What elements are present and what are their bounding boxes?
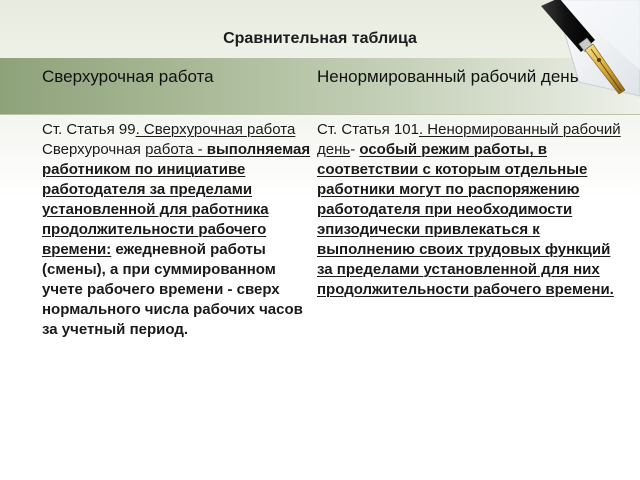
text-segment: Сверхурочная	[42, 141, 146, 158]
page-title: Сравнительная таблица	[223, 30, 417, 47]
article-99-link[interactable]: . Сверхурочная работа	[135, 121, 296, 138]
term-link[interactable]: работа -	[145, 141, 207, 158]
text-segment: Ст. Статья 99	[42, 121, 136, 138]
column-header-overtime: Сверхурочная работа	[42, 67, 214, 86]
column-header-irregular-day: Ненормированный рабочий день	[317, 67, 579, 86]
text-segment: Ст. Статья 101	[317, 121, 419, 138]
definition-link[interactable]: особый режим работы, в соответствии с которым отдельные работники могут по распоряжению работодателя при необходимости эпизодически привлекаться к выполнению своих трудовых функций за пределами установленной для них продолжительности рабочего времени.	[317, 141, 614, 298]
text-segment: -	[350, 141, 360, 158]
text-segment: ежедневной работы (смены), а при суммированном учете рабочего времени - сверх нормального числа рабочих часов за учетный период.	[42, 241, 303, 338]
column-body-overtime	[42, 120, 312, 340]
column-body-irregular-day	[317, 120, 627, 300]
definition-link[interactable]: выполняемая работником по инициативе работодателя за пределами установленной для работника продолжительности рабочего времени:	[42, 141, 311, 258]
article-101-link[interactable]: . Ненормированный рабочий день	[317, 121, 621, 158]
